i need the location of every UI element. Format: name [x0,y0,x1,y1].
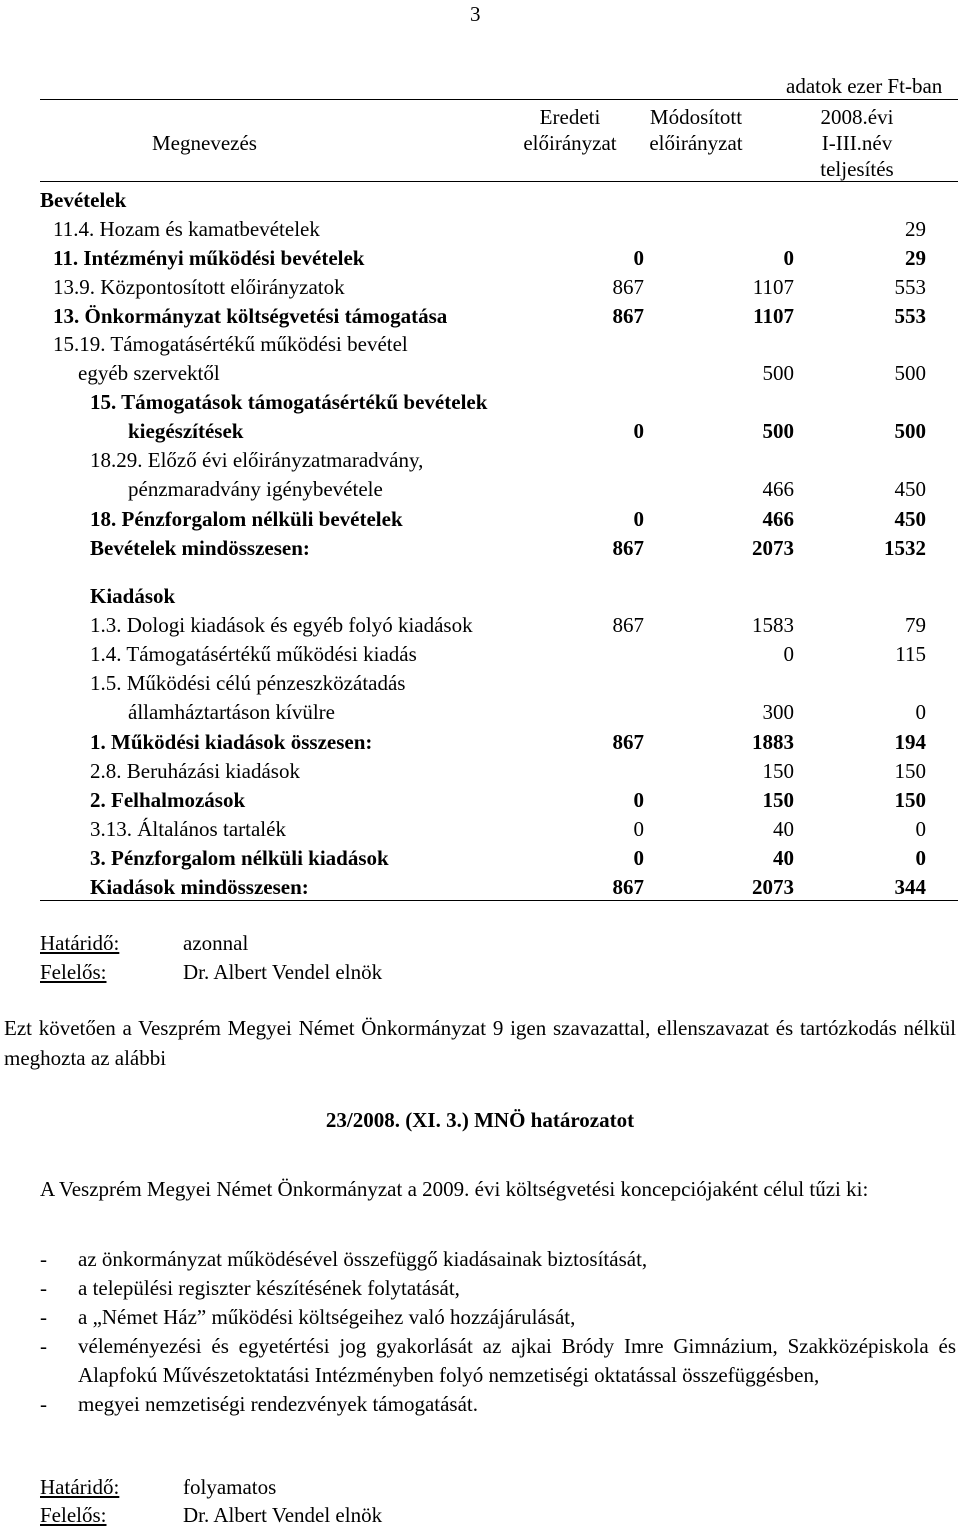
dash-bullet: - [40,1392,47,1416]
value-actual: 0 [915,846,926,870]
table-row [0,534,960,563]
dash-bullet: - [40,1276,47,1300]
value-modified: 1107 [752,275,794,299]
table-row [0,215,960,244]
paragraph-concept: A Veszprém Megyei Német Önkormányzat a 2009. évi költségvetési koncepciójaként célul tűzi ki: [40,1177,869,1201]
table-row [0,873,960,902]
table-top-rule [40,99,958,100]
row-label: államháztartáson kívülre [128,700,335,724]
value-modified: 300 [762,700,794,724]
value-actual: 29 [905,246,926,270]
table-row [0,302,960,331]
table-row [0,330,960,359]
value-actual: 150 [894,759,926,783]
responsible-label-1: Felelős: [40,960,107,984]
page-number: 3 [470,2,481,26]
row-label: 2. Felhalmozások [90,788,246,812]
header-modified [636,104,756,156]
header-actual-line2: I-III.név [821,131,893,155]
value-actual: 450 [894,477,926,501]
deadline-label-2: Határidő: [40,1475,120,1499]
row-label: Kiadások [90,584,176,608]
value-modified: 40 [773,846,794,870]
row-label: 1. Működési kiadások összesen: [90,730,373,754]
list-item: - a települési regiszter készítésének folytatását, [40,1274,956,1303]
value-original: 0 [633,846,644,870]
row-label: 15. Támogatások támogatásértékű bevételek [90,390,488,414]
value-original: 0 [633,788,644,812]
header-original [505,104,635,156]
table-row [0,728,960,757]
value-original: 867 [612,275,644,299]
row-label: 3. Pénzforgalom nélküli kiadások [90,846,389,870]
value-actual: 553 [894,304,926,328]
list-item: - véleményezési és egyetértési jog gyakorlását az ajkai Bródy Imre Gimnázium, Szakközépiskola és Alapfokú Művészetoktatási Intézményben folyó nemzetiségi oktatással összefüggésben, [40,1334,956,1387]
table-row [0,757,960,786]
value-modified: 466 [762,477,794,501]
header-original-line2: előirányzat [523,131,617,155]
header-original-line1: Eredeti [539,105,601,129]
value-original: 867 [612,613,644,637]
value-actual: 79 [905,613,926,637]
row-label: 11.4. Hozam és kamatbevételek [53,217,320,241]
value-modified: 500 [762,361,794,385]
table-row [0,273,960,302]
table-row [0,359,960,388]
row-label: 3.13. Általános tartalék [90,817,286,841]
row-label: 13. Önkormányzat költségvetési támogatása [53,304,448,328]
list-item: - az önkormányzat működésével összefüggő kiadásainak biztosítását, [40,1245,956,1274]
row-label: Kiadások mindösszesen: [90,875,309,899]
table-bottom-rule [40,900,958,901]
responsible-value-1: Dr. Albert Vendel elnök [183,960,383,984]
responsible-label-2: Felelős: [40,1503,107,1527]
row-label: 1.5. Működési célú pénzeszközátadás [90,671,406,695]
value-actual: 500 [894,361,926,385]
value-modified: 466 [762,507,794,531]
dash-bullet: - [40,1305,47,1329]
unit-note: adatok ezer Ft-ban [786,74,943,98]
value-actual: 344 [894,875,926,899]
table-row [0,186,960,215]
value-actual: 553 [894,275,926,299]
value-original: 867 [612,875,644,899]
row-label: 11. Intézményi működési bevételek [53,246,365,270]
value-original: 0 [633,817,644,841]
value-actual: 500 [894,419,926,443]
value-original: 0 [633,507,644,531]
value-modified: 2073 [752,875,794,899]
value-modified: 500 [762,419,794,443]
value-original: 0 [633,419,644,443]
table-row [0,582,960,611]
value-modified: 2073 [752,536,794,560]
table-row [0,446,960,475]
value-original: 0 [633,246,644,270]
value-modified: 150 [762,788,794,812]
row-label: Bevételek [40,188,127,212]
row-label: 1.4. Támogatásértékű működési kiadás [90,642,417,666]
paragraph-vote: Ezt követően a Veszprém Megyei Német Önkormányzat 9 igen szavazattal, ellenszavazat és tartózkodás nélkül meghozta az alábbi [4,1016,956,1070]
value-modified: 1583 [752,613,794,637]
table-row [0,244,960,273]
table-row [0,388,960,417]
value-modified: 0 [783,642,794,666]
value-modified: 1883 [752,730,794,754]
row-label: egyéb szervektől [78,361,220,385]
table-row [0,640,960,669]
value-original: 867 [612,730,644,754]
deadline-value-1: azonnal [183,931,249,955]
deadline-label-1: Határidő: [40,931,120,955]
value-actual: 29 [905,217,926,241]
value-modified: 40 [773,817,794,841]
table-row [0,844,960,873]
value-actual: 450 [894,507,926,531]
value-actual: 1532 [884,536,926,560]
header-actual-line3: teljesítés [820,157,894,181]
header-name: Megnevezés [152,131,257,155]
value-original: 867 [612,536,644,560]
header-actual [792,104,922,182]
table-row [0,669,960,698]
row-label: 18.29. Előző évi előirányzatmaradvány, [90,448,424,472]
value-modified: 0 [783,246,794,270]
row-label: kiegészítések [128,419,244,443]
value-actual: 150 [894,788,926,812]
dash-bullet: - [40,1247,47,1271]
deadline-value-2: folyamatos [183,1475,277,1499]
list-item: - a „Német Ház” működési költségeihez való hozzájárulását, [40,1303,956,1332]
table-row [0,815,960,844]
row-label: 15.19. Támogatásértékű működési bevétel [53,332,408,356]
row-label: pénzmaradvány igénybevétele [128,477,383,501]
header-modified-line1: Módosított [649,105,743,129]
responsible-value-2: Dr. Albert Vendel elnök [183,1503,383,1527]
table-row [0,698,960,727]
list-item: - megyei nemzetiségi rendezvények támogatását. [40,1390,956,1419]
value-modified: 1107 [753,304,794,328]
table-row [0,475,960,504]
value-original: 867 [612,304,644,328]
row-label: 13.9. Központosított előirányzatok [53,275,345,299]
header-actual-line1: 2008.évi [820,105,894,129]
row-label: 18. Pénzforgalom nélküli bevételek [90,507,403,531]
table-row [0,417,960,446]
row-label: 2.8. Beruházási kiadások [90,759,300,783]
row-label: 1.3. Dologi kiadások és egyéb folyó kiadások [90,613,473,637]
value-actual: 194 [894,730,926,754]
resolution-title: 23/2008. (XI. 3.) MNÖ határozatot [325,1108,635,1132]
value-actual: 0 [915,700,926,724]
header-modified-line2: előirányzat [649,131,743,155]
goals-list [40,1245,956,1419]
table-row [0,611,960,640]
dash-bullet: - [40,1334,47,1358]
table-row [0,505,960,534]
header-bottom-rule [40,181,958,182]
table-row [0,786,960,815]
row-label: Bevételek mindösszesen: [90,536,310,560]
value-modified: 150 [762,759,794,783]
value-actual: 115 [895,642,926,666]
value-actual: 0 [915,817,926,841]
